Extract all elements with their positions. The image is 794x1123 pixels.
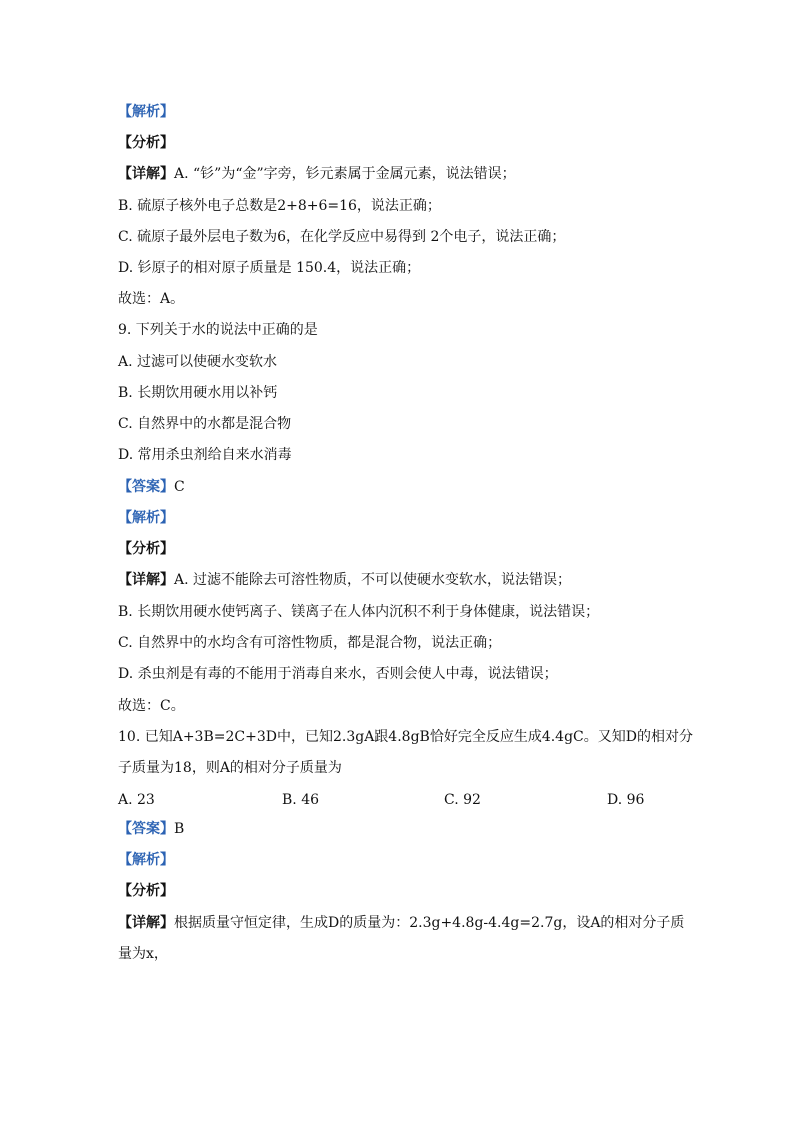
- detail-tag: 【详解】: [118, 166, 174, 182]
- q9-option-b: B. 长期饮用硬水用以补钙: [118, 385, 278, 401]
- q9-option-d: D. 常用杀虫剂给自来水消毒: [118, 447, 292, 463]
- analysis-tag: 【解析】: [118, 104, 174, 120]
- analysis-tag: 【解析】: [118, 852, 174, 868]
- q10-option-c: C. 92: [444, 792, 481, 808]
- q10-option-a: A. 23: [118, 792, 155, 808]
- q10-answer: [118, 819, 184, 839]
- q9-stem: 9. 下列关于水的说法中正确的是: [118, 322, 318, 338]
- detail-text: A. “钐”为“金”字旁，钐元素属于金属元素，说法错误；: [174, 166, 516, 182]
- q10-detail-line1: [118, 913, 684, 933]
- analysis-tag: 【解析】: [118, 510, 174, 526]
- q10-option-d: D. 96: [607, 792, 645, 808]
- answer-value: B: [174, 821, 185, 837]
- q9-analysis-heading: [118, 508, 174, 528]
- detail-text: 根据质量守恒定律，生成D的质量为：2.3g+4.8g-4.4g=2.7g，设A的相对分子质: [174, 915, 685, 931]
- detail-text: A. 过滤不能除去可溶性物质，不可以使硬水变软水，说法错误；: [174, 572, 572, 588]
- q9-option-a: A. 过滤可以使硬水变软水: [118, 354, 278, 370]
- answer-value: C: [174, 479, 185, 495]
- q9-choice: 故选：C。: [118, 698, 185, 714]
- q8-choice: 故选：A。: [118, 291, 185, 307]
- detail-tag: 【详解】: [118, 572, 174, 588]
- q9-fenxi-heading: [118, 539, 174, 559]
- q9-detail-b: B. 长期饮用硬水使钙离子、镁离子在人体内沉积不利于身体健康，说法错误；: [118, 604, 600, 620]
- q9-answer: [118, 477, 185, 497]
- fenxi-tag: 【分析】: [118, 541, 174, 557]
- q10-stem-line2: 子质量为18，则A的相对分子质量为: [118, 760, 342, 776]
- q10-detail-line2: 量为x，: [118, 946, 168, 962]
- q9-detail-d: D. 杀虫剂是有毒的不能用于消毒自来水，否则会使人中毒，说法错误；: [118, 666, 558, 682]
- q9-option-c: C. 自然界中的水都是混合物: [118, 416, 292, 432]
- q10-stem-line1: 10. 已知A+3B=2C+3D中，已知2.3gA跟4.8gB恰好完全反应生成4.4gC。又知D的相对分: [118, 729, 693, 745]
- q9-detail-c: C. 自然界中的水均含有可溶性物质，都是混合物，说法正确；: [118, 635, 502, 651]
- q8-detail-c: C. 硫原子最外层电子数为6，在化学反应中易得到 2个电子，说法正确；: [118, 229, 566, 245]
- detail-tag: 【详解】: [118, 915, 174, 931]
- q10-fenxi-heading: [118, 881, 174, 901]
- answer-tag: 【答案】: [118, 479, 174, 495]
- fenxi-tag: 【分析】: [118, 883, 174, 899]
- q10-option-b: B. 46: [282, 792, 320, 808]
- q8-detail-a: [118, 164, 516, 184]
- answer-tag: 【答案】: [118, 821, 174, 837]
- q9-detail-a: [118, 570, 571, 590]
- q8-analysis-heading: [118, 102, 174, 122]
- q8-detail-d: D. 钐原子的相对原子质量是 150.4，说法正确；: [118, 260, 421, 276]
- fenxi-tag: 【分析】: [118, 135, 174, 151]
- q8-detail-b: B. 硫原子核外电子总数是2+8+6=16，说法正确；: [118, 198, 441, 214]
- q10-analysis-heading: [118, 850, 174, 870]
- q8-fenxi-heading: [118, 133, 174, 153]
